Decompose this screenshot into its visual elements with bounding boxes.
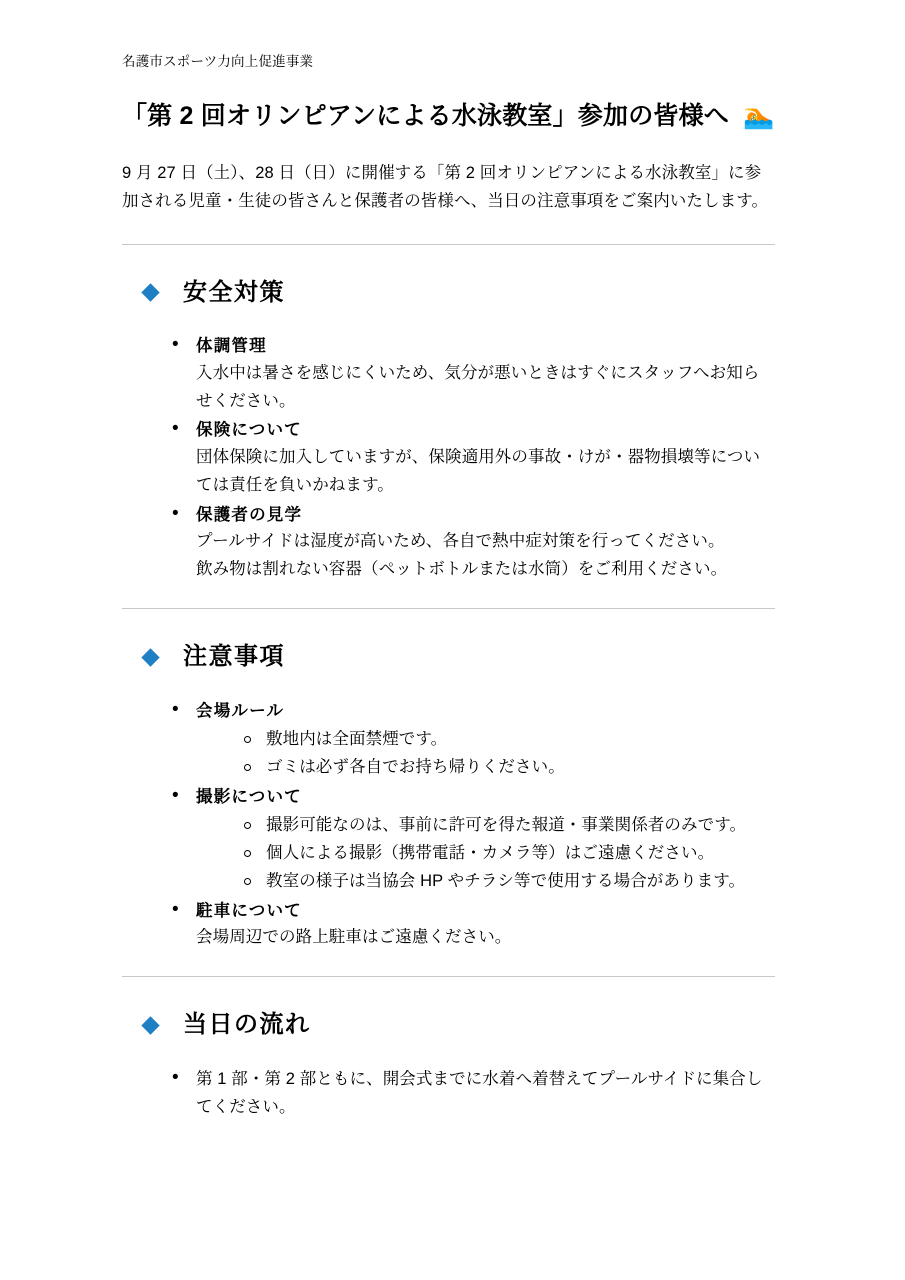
list-item (162, 698, 775, 782)
sub-list (196, 726, 775, 781)
item-text: 入水中は暑さを感じにくいため、気分が悪いときはすぐにスタッフへお知らせください。 (196, 364, 760, 410)
divider (122, 608, 775, 609)
intro-paragraph: 9 月 27 日（土）、28 日（日）に開催する「第 2 回オリンピアンによる水泳教室」に参加される児童・生徒の皆さんと保護者の皆様へ、当日の注意事項をご案内いたします。 (122, 163, 769, 211)
list-item (162, 784, 775, 896)
item-text: 会場周辺での路上駐車はご遠慮ください。 (196, 928, 512, 947)
item-label: • 保護者の見学 (196, 505, 303, 524)
page-title-text: 「第 2 回オリンピアンによる水泳教室」参加の皆様へ (122, 102, 729, 131)
item-label: • 撮影について (196, 787, 302, 806)
diamond-bullet-icon (141, 648, 159, 666)
sub-list-item: 個人による撮影（携帯電話・カメラ等）はご遠慮ください。 (236, 840, 775, 868)
diamond-bullet-icon (141, 284, 159, 302)
section-notes (122, 643, 775, 952)
list-item (162, 898, 775, 952)
schedule-list (122, 1066, 775, 1121)
page-title (122, 100, 775, 133)
diamond-bullet-icon (141, 1016, 159, 1034)
list-item (162, 502, 775, 584)
safety-list (122, 333, 775, 583)
sub-list-item: 教室の様子は当協会 HP やチラシ等で使用する場合があります。 (236, 868, 775, 896)
divider (122, 244, 775, 245)
document-kicker: 名護市スポーツ力向上促進事業 (122, 54, 314, 69)
list-item (162, 333, 775, 415)
section-title: 安全対策 (183, 278, 285, 306)
section-schedule (122, 1011, 775, 1121)
section-heading (126, 1011, 775, 1040)
section-heading (126, 279, 775, 308)
item-text: プールサイドは湿度が高いため、各自で熱中症対策を行ってください。 (196, 532, 725, 551)
list-item (162, 417, 775, 499)
item-label: • 会場ルール (196, 701, 285, 720)
item-text: 飲み物は割れない容器（ペットボトルまたは水筒）をご利用ください。 (196, 560, 728, 579)
section-title: 注意事項 (183, 642, 285, 670)
list-item (162, 1066, 775, 1121)
item-label: • 体調管理 (196, 337, 267, 356)
sub-list (196, 812, 775, 895)
sub-list-item: ゴミは必ず各自でお持ち帰りください。 (236, 754, 775, 782)
sub-list-item: 敷地内は全面禁煙です。 (236, 726, 775, 754)
item-text: • 第 1 部・第 2 部ともに、開会式までに水着へ着替えてプールサイドに集合してください。 (196, 1069, 763, 1116)
item-label: • 保険について (196, 421, 302, 440)
notes-list (122, 698, 775, 952)
section-heading (126, 643, 775, 672)
section-title: 当日の流れ (183, 1011, 311, 1039)
section-safety (122, 279, 775, 584)
swimmer-emoji: 🏊 (743, 102, 775, 130)
item-label: • 駐車について (196, 901, 302, 920)
sub-list-item: 撮影可能なのは、事前に許可を得た報道・事業関係者のみです。 (236, 812, 775, 840)
item-text: 団体保険に加入していますが、保険適用外の事故・けが・器物損壊等については責任を負いかねます。 (196, 448, 761, 494)
divider (122, 976, 775, 977)
